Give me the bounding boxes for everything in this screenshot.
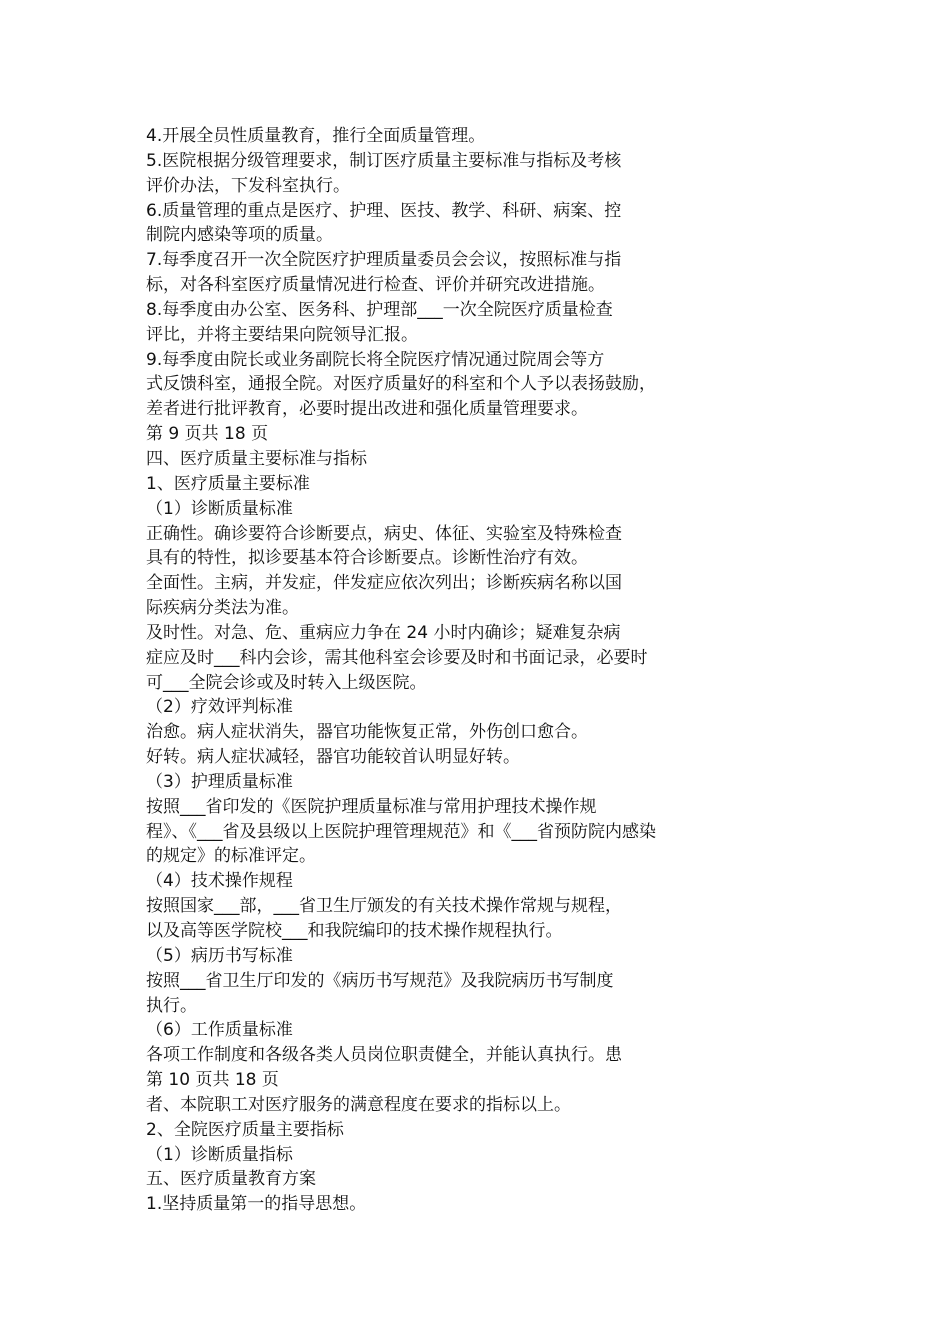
item-heading: （1）诊断质量指标 — [146, 1144, 293, 1165]
document-body — [146, 124, 846, 1217]
text-line: 1.坚持质量第一的指导思想。 — [146, 1194, 367, 1215]
text-line: 者、本院职工对医疗服务的满意程度在要求的指标以上。 — [146, 1094, 571, 1115]
text-line: 9.每季度由院长或业务副院长将全院医疗情况通过院周会等方 — [146, 349, 605, 370]
item-heading: （5）病历书写标准 — [146, 945, 293, 966]
text-line: 际疾病分类法为准。 — [146, 598, 299, 619]
text-line: 标，对各科室医疗质量情况进行检查、评价并研究改进措施。 — [146, 275, 605, 296]
text-line: 4.开展全员性质量教育，推行全面质量管理。 — [146, 126, 486, 146]
page-footer: 第 9 页共 18 页 — [146, 424, 269, 445]
text-line: 制院内感染等项的质量。 — [146, 225, 333, 246]
text-line: 评价办法，下发科室执行。 — [146, 175, 350, 196]
section-heading: 五、医疗质量教育方案 — [146, 1169, 316, 1190]
text-line: 的规定》的标准评定。 — [146, 846, 316, 867]
text-line: 可___全院会诊或及时转入上级医院。 — [146, 672, 427, 693]
subsection-heading: 2、全院医疗质量主要指标 — [146, 1119, 344, 1140]
text-line: 按照___省印发的《医院护理质量标准与常用护理技术操作规 — [146, 796, 597, 817]
text-line: 按照___省卫生厅印发的《病历书写规范》及我院病历书写制度 — [146, 970, 614, 991]
text-line: 差者进行批评教育，必要时提出改进和强化质量管理要求。 — [146, 399, 588, 420]
text-line: 以及高等医学院校___和我院编印的技术操作规程执行。 — [146, 921, 563, 941]
text-line: 具有的特性，拟诊要基本符合诊断要点。诊断性治疗有效。 — [146, 548, 588, 569]
item-heading: （2）疗效评判标准 — [146, 697, 293, 718]
text-line: 好转。病人症状减轻，器官功能较首认明显好转。 — [146, 747, 520, 768]
text-line: 5.医院根据分级管理要求，制订医疗质量主要标准与指标及考核 — [146, 150, 622, 171]
text-line: 执行。 — [146, 995, 197, 1016]
page-footer: 第 10 页共 18 页 — [146, 1070, 279, 1091]
item-heading: （6）工作质量标准 — [146, 1020, 293, 1041]
section-heading: 四、医疗质量主要标准与指标 — [146, 448, 367, 469]
subsection-heading: 1、医疗质量主要标准 — [146, 473, 310, 494]
text-line: 按照国家___部，___省卫生厅颁发的有关技术操作常规与规程， — [146, 896, 622, 917]
text-line: 6.质量管理的重点是医疗、护理、医技、教学、科研、病案、控 — [146, 200, 622, 221]
item-heading: （1）诊断质量标准 — [146, 498, 293, 519]
text-line: 8.每季度由办公室、医务科、护理部___一次全院医疗质量检查 — [146, 299, 613, 320]
text-line: 7.每季度召开一次全院医疗护理质量委员会会议，按照标准与指 — [146, 250, 622, 271]
text-line: 程》、《___省及县级以上医院护理管理规范》和《___省预防院内感染 — [146, 821, 656, 842]
text-line: 式反馈科室，通报全院。对医疗质量好的科室和个人予以表扬鼓励， — [146, 374, 656, 395]
item-heading: （4）技术操作规程 — [146, 871, 293, 892]
text-line: 评比，并将主要结果向院领导汇报。 — [146, 324, 418, 345]
text-line: 及时性。对急、危、重病应力争在 24 小时内确诊；疑难复杂病 — [146, 622, 621, 643]
text-line: 正确性。确诊要符合诊断要点，病史、体征、实验室及特殊检查 — [146, 523, 622, 544]
text-line: 全面性。主病，并发症，伴发症应依次列出；诊断疾病名称以国 — [146, 573, 622, 594]
item-heading: （3）护理质量标准 — [146, 771, 293, 792]
text-line: 治愈。病人症状消失，器官功能恢复正常，外伤创口愈合。 — [146, 722, 588, 743]
text-line: 症应及时___科内会诊，需其他科室会诊要及时和书面记录，必要时 — [146, 647, 648, 668]
text-line: 各项工作制度和各级各类人员岗位职责健全，并能认真执行。患 — [146, 1045, 622, 1066]
